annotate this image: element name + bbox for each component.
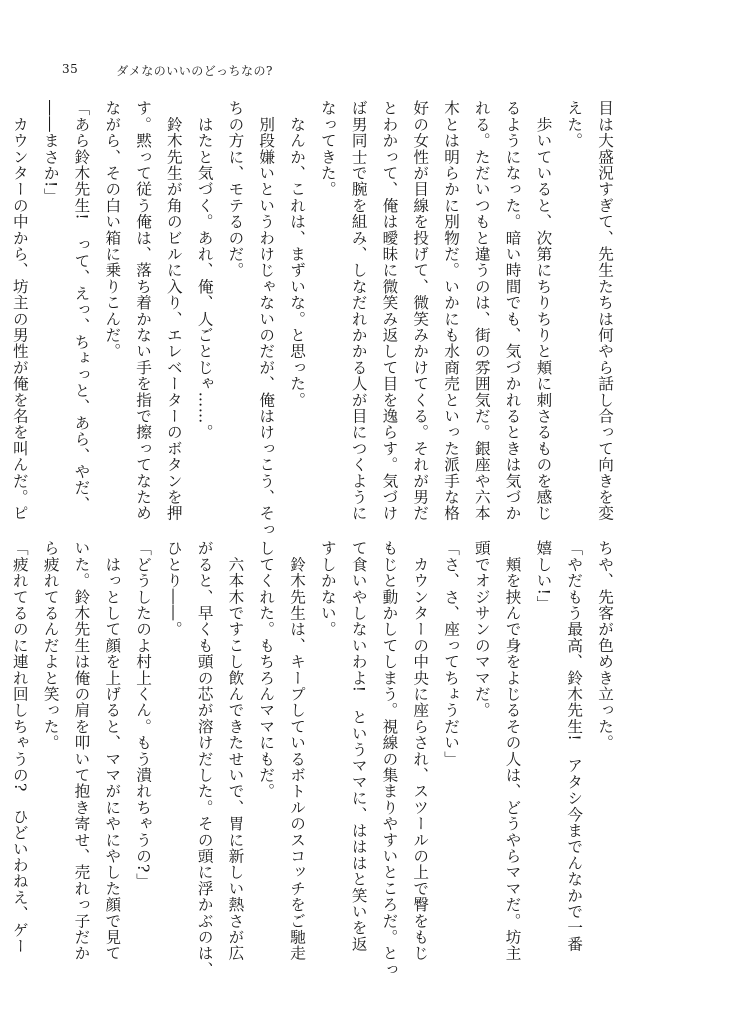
text-line: 木とは明らかに別物だ。いかにも水商売といった派手な格 (442, 100, 461, 522)
text-line: て食いやしないわよ! というママに、はははと笑いを返 (349, 540, 368, 952)
text-line: 目は大盛況すぎて、先生たちは何やら話し合って向きを変 (596, 100, 614, 522)
text-line: 「どうしたのよ村上くん。もう潰れちゃうの?」 (134, 540, 153, 890)
text-line: 「あら鈴木先生! って、えっ、ちょっと、あら、やだ、 (72, 100, 91, 512)
text-block-top (0, 100, 620, 538)
text-block-bottom (0, 540, 620, 978)
running-title: ダメなのいいのどっちなの? (116, 64, 273, 78)
text-line: もじと動かしてしまう。視線の集まりやすいところだ。とっ (380, 540, 399, 978)
page-header (62, 62, 273, 79)
text-line: カウンターの中から、坊主の男性が俺を名を叫んだ。ピ (10, 100, 29, 522)
text-line: 「疲れてるのに連れ回しちゃうの? ひどいわねえ、ゲー (10, 540, 29, 954)
text-line: カウンターの中央に座らされ、スツールの上で臀をもじ (411, 540, 430, 962)
text-line: えた。 (565, 100, 584, 149)
text-line: いた。鈴木先生は俺の肩を叩いて抱き寄せ、売れっ子だか (72, 540, 91, 962)
text-line: ば男同士で腕を組み、しなだれかかる人が目につくように (349, 100, 368, 522)
text-line: ながら、その白い箱に乗りこんだ。 (103, 100, 122, 360)
text-line: ――まさか!」 (41, 100, 60, 205)
text-line: 嬉しい!」 (534, 540, 553, 612)
text-line: すしかない。 (318, 540, 337, 638)
text-line: ちの方に、モテるのだ。 (226, 100, 245, 279)
text-line: はたと気づく。あれ、俺、人ごとじゃ……。 (195, 100, 214, 441)
text-line: 「やだもう最高、鈴木先生! アタシ今までんなかで一番 (565, 540, 584, 952)
text-line: 鈴木先生は、キープしているボトルのスコッチをご馳走 (288, 540, 307, 962)
text-line: 歩いていると、次第にちりちりと頬に刺さるものを感じ (534, 100, 553, 522)
text-line: なんか、これは、まずいな。と思った。 (288, 100, 307, 408)
text-line: す。黙って従う俺は、落ち着かない手を指で擦ってなため (134, 100, 153, 522)
text-line: ら疲れてるんだよと笑った。 (41, 540, 60, 751)
text-line: れる。ただいつもと違うのは、街の雰囲気だ。銀座や六本 (472, 100, 491, 522)
text-line: ひとり――。 (164, 540, 183, 638)
text-line: 好の女性が目線を投げて、微笑みかけてくる。それが男だ (411, 100, 430, 522)
text-line: ちや、先客が色めき立った。 (596, 540, 614, 751)
text-line: 頭でオジサンのママだ。 (472, 540, 491, 719)
text-line (0, 100, 4, 515)
text-line: 「さ、さ、座ってちょうだい」 (442, 540, 461, 767)
text-line: とわかって、俺は曖昧に微笑み返して目を逸らす。気づけ (380, 100, 399, 522)
text-line: 六本木ですこし飲んできたせいで、胃に新しい熱さが広 (226, 540, 245, 962)
text-line: 別段嫌いというわけじゃないのだが、俺はけっこう、そっ (257, 100, 276, 538)
text-line: なってきた。 (318, 100, 337, 198)
text-line: 鈴木先生が角のビルに入り、エレベーターのボタンを押 (164, 100, 183, 522)
text-line: してくれた。もちろんママにもだ。 (257, 540, 276, 800)
page-number: 35 (62, 62, 79, 76)
text-line: 頬を挟んで身をよじるその人は、どうやらママだ。坊主 (503, 540, 522, 962)
text-line: るようになった。暗い時間でも、気づかれるときは気づか (503, 100, 522, 522)
text-line: がると、早くも頭の芯が溶けだした。その頭に浮かぶのは、 (195, 540, 214, 978)
text-line: はっとして顔を上げると、ママがにやにやした顔で見て (103, 540, 122, 962)
